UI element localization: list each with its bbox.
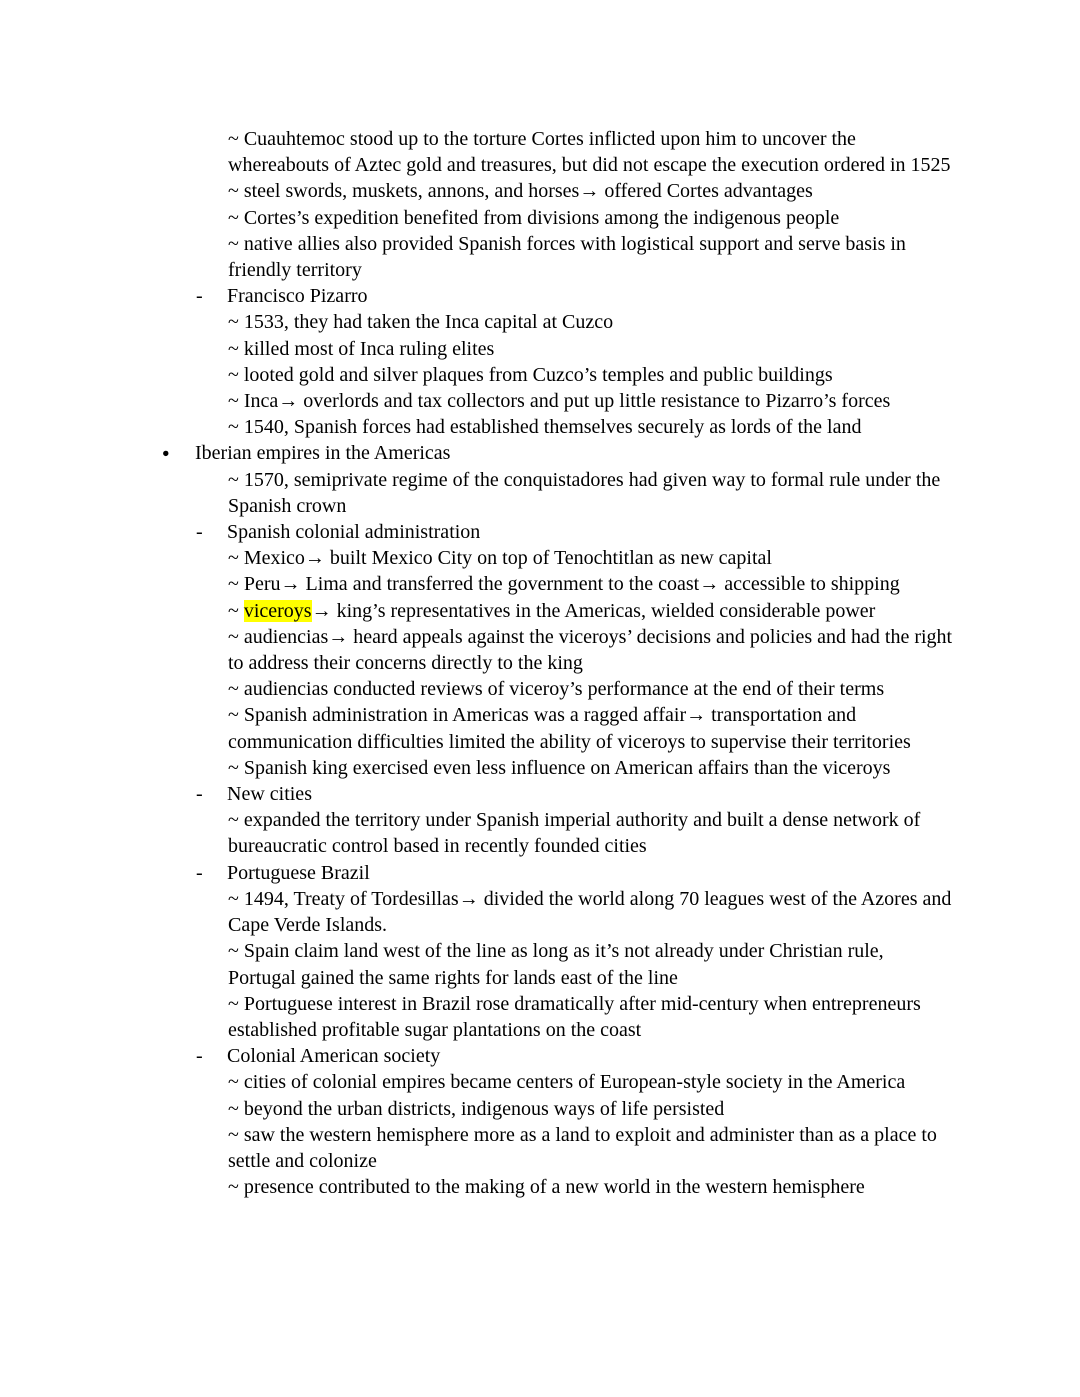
note-text (228, 704, 911, 752)
note-line (0, 336, 1080, 362)
note-line (0, 126, 1080, 178)
note-text (228, 1176, 865, 1198)
text-run: ~ looted gold and silver plaques from Cuzco’s temples and public buildings (228, 363, 833, 386)
note-line (0, 702, 1080, 754)
notes-list (0, 126, 1080, 1200)
note-text (228, 993, 921, 1041)
text-run: ~ steel swords, muskets, annons, and horses→ offered Cortes advantages (228, 180, 813, 203)
text-run: ~ Spanish administration in Americas was a ragged affair→ transportation and communication difficulties limited the ability of viceroys to supervise their territories (228, 704, 911, 753)
text-run: → king’s representatives in the Americas, wielded considerable power (311, 599, 876, 622)
note-text (228, 1124, 937, 1172)
text-run: Iberian empires in the Americas (195, 442, 451, 465)
note-line (0, 781, 1080, 807)
dash-marker: - (196, 521, 203, 544)
note-line (0, 1096, 1080, 1122)
note-text (228, 600, 875, 622)
note-text (228, 416, 861, 438)
note-line (0, 1069, 1080, 1095)
note-line (0, 440, 1080, 466)
text-run: ~ Portuguese interest in Brazil rose dramatically after mid-century when entrepreneurs established profitable sugar plantations on the coast (228, 992, 921, 1041)
note-text (228, 207, 839, 229)
text-run: ~ presence contributed to the making of a new world in the western hemisphere (228, 1176, 865, 1199)
text-run: ~ audiencias→ heard appeals against the viceroys’ decisions and policies and had the right to address their concerns directly to the king (228, 625, 953, 675)
note-line (0, 886, 1080, 938)
note-text (228, 1071, 905, 1093)
text-run: Portuguese Brazil (227, 861, 370, 884)
text-run: ~ native allies also provided Spanish forces with logistical support and serve basis in friendly territory (228, 232, 906, 282)
note-text (228, 809, 920, 857)
text-run: ~ killed most of Inca ruling elites (228, 337, 495, 360)
note-line (0, 283, 1080, 309)
text-run: ~ Cortes’s expedition benefited from divisions among the indigenous people (228, 206, 840, 229)
note-text (228, 573, 900, 595)
text-run: ~ cities of colonial empires became centers of European-style society in the America (228, 1071, 906, 1094)
note-line (0, 1043, 1080, 1069)
note-line (0, 571, 1080, 597)
text-run: ~ 1494, Treaty of Tordesillas→ divided the world along 70 leagues west of the Azores and Cape Verde Islands. (228, 887, 952, 937)
note-text (228, 390, 890, 412)
bullet-marker: ● (162, 446, 170, 461)
note-text (227, 783, 312, 805)
note-text (228, 1098, 724, 1120)
note-line (0, 755, 1080, 781)
dash-marker: - (196, 1045, 203, 1068)
text-run: ~ Spain claim land west of the line as long as it’s not already under Christian rule, Portugal gained the same rights for lands east of the line (228, 940, 884, 989)
text-run: New cities (227, 783, 312, 806)
note-text (228, 626, 952, 674)
dash-marker: - (196, 783, 203, 806)
highlighted-text: viceroys (243, 599, 312, 622)
note-line (0, 938, 1080, 990)
note-text (227, 285, 368, 307)
text-run: Colonial American society (227, 1045, 441, 1068)
note-line (0, 388, 1080, 414)
note-line (0, 519, 1080, 545)
note-text (228, 888, 951, 936)
note-text (228, 233, 906, 281)
text-run: ~ audiencias conducted reviews of viceroy’s performance at the end of their terms (228, 678, 885, 701)
note-line (0, 1122, 1080, 1174)
note-line (0, 467, 1080, 519)
note-text (228, 180, 813, 202)
note-line (0, 860, 1080, 886)
text-run: ~ (228, 599, 244, 622)
note-text (227, 521, 480, 543)
note-line (0, 598, 1080, 624)
text-run: ~ Spanish king exercised even less influence on American affairs than the viceroys (228, 756, 891, 779)
note-line (0, 309, 1080, 335)
note-line (0, 545, 1080, 571)
note-text (228, 940, 884, 988)
text-run: ~ Inca→ overlords and tax collectors and put up little resistance to Pizarro’s forces (228, 390, 891, 413)
text-run: ~ Cuauhtemoc stood up to the torture Cortes inflicted upon him to uncover the whereabouts of Aztec gold and treasures, but did not escape the execution ordered in 1525 (228, 128, 951, 177)
note-text (228, 128, 951, 176)
note-line (0, 362, 1080, 388)
note-line (0, 178, 1080, 204)
note-line (0, 231, 1080, 283)
note-line (0, 807, 1080, 859)
text-run: ~ 1533, they had taken the Inca capital at Cuzco (228, 311, 614, 334)
text-run: ~ 1540, Spanish forces had established themselves securely as lords of the land (228, 416, 862, 439)
text-run: ~ Mexico→ built Mexico City on top of Tenochtitlan as new capital (228, 547, 772, 570)
text-run: ~ beyond the urban districts, indigenous ways of life persisted (228, 1097, 725, 1120)
dash-marker: - (196, 861, 203, 884)
note-line (0, 205, 1080, 231)
note-text (227, 862, 370, 884)
text-run: Spanish colonial administration (227, 521, 481, 544)
note-text (227, 1045, 440, 1067)
text-run: ~ 1570, semiprivate regime of the conquistadores had given way to formal rule under the Spanish crown (228, 468, 941, 517)
note-text (228, 469, 940, 517)
text-run: ~ saw the western hemisphere more as a land to exploit and administer than as a place to settle and colonize (228, 1123, 937, 1172)
text-run: ~ expanded the territory under Spanish imperial authority and built a dense network of bureaucratic control based in recently founded cities (228, 809, 921, 858)
note-text (195, 442, 450, 464)
note-line (0, 414, 1080, 440)
note-text (228, 338, 494, 360)
note-line (0, 624, 1080, 676)
note-line (0, 991, 1080, 1043)
note-line (0, 1174, 1080, 1200)
note-text (228, 364, 833, 386)
dash-marker: - (196, 285, 203, 308)
note-line (0, 676, 1080, 702)
text-run: ~ Peru→ Lima and transferred the government to the coast→ accessible to shipping (228, 573, 900, 596)
note-text (228, 678, 884, 700)
note-text (228, 311, 613, 333)
note-text (228, 547, 772, 569)
text-run: Francisco Pizarro (227, 285, 368, 308)
note-text (228, 757, 890, 779)
